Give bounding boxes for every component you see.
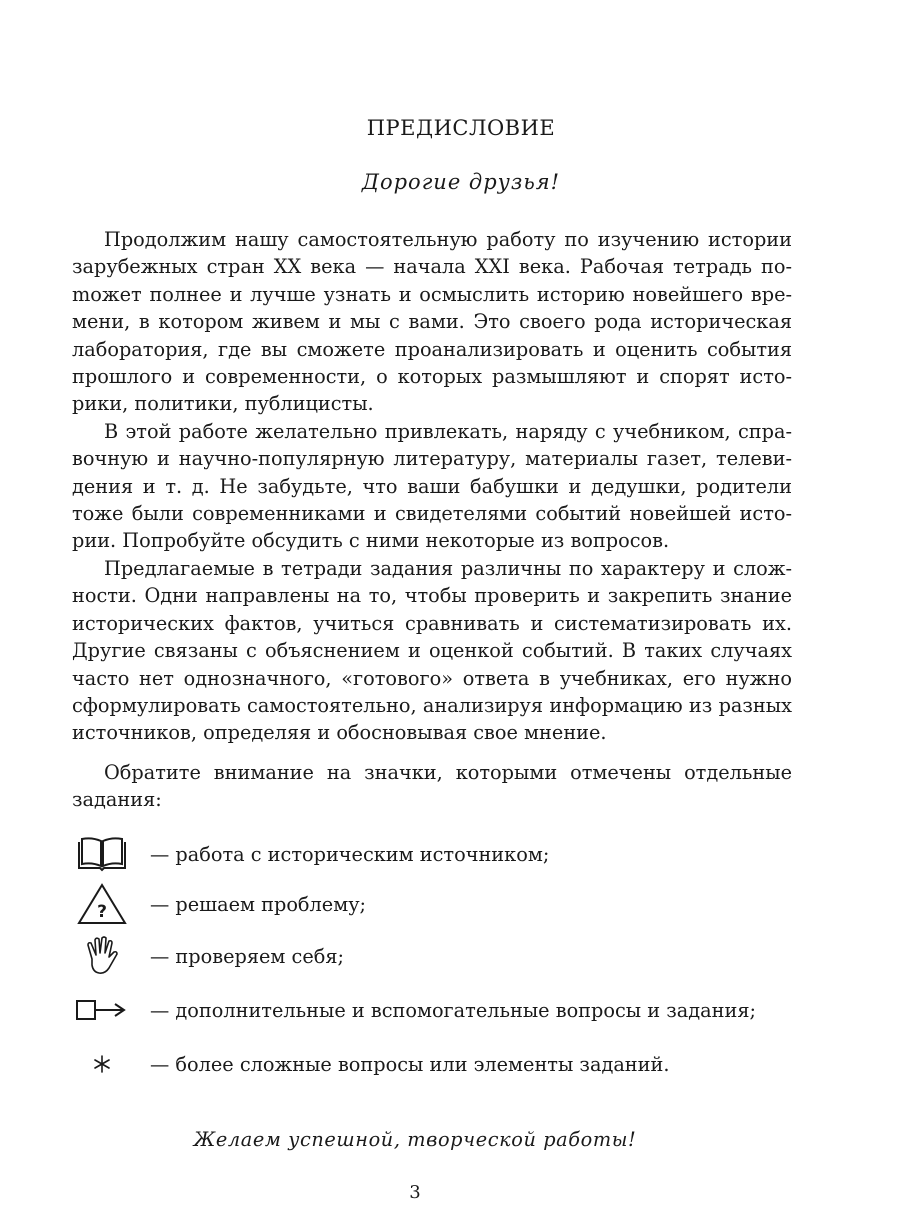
paragraph-3: Предлагаемые в тетради задания различны по характеру и сложности. Одни направлены на то, чтобы проверить и закрепить знание исторических фактов, учиться сравнивать и систематизировать их. Другие связаны с объяснением и оценкой событий. В таких случаях часто нет однозначного, «готового» ответа в учебниках, его нужно сформулировать самостоятельно, анализируя информацию из разных источников, определяя и обосновывая свое мнение. [72,556,792,745]
paragraph-1: Продолжим нашу самостоятельную работу по изучению истории зарубежных стран XX века — начала XXI века. Рабочая тетрадь поmожет полнее и лучше узнать и осмыслить историю новейшего времени, в котором живем и мы с вами. Это своего рода историческая лаборатория, где вы сможете проанализировать и оценить события прошлого и современности, о которых размышляют и спорят историки, политики, публицисты. [72,228,792,416]
body-text [72,226,792,814]
closing-wish: Желаем успешной, творческой работы! [193,1128,637,1151]
book-icon [72,832,132,876]
paragraph-2: В этой работе желательно привлекать, наряду с учебником, справочную и научно-популярную литературу, материалы газет, телевидения и т. д. Не забудьте, что ваши бабушки и дедушки, родители тоже были современниками и свидетелями событий новейшей истории. Попробуйте обсудить с ними некоторые из вопросов. [72,419,792,553]
legend-text-hard: — более сложные вопросы или элементы заданий. [150,1052,670,1076]
hand-icon [72,934,132,978]
page-title: ПРЕДИСЛОВИЕ [366,116,556,140]
legend-item-check [72,934,812,978]
box-arrow-icon [72,988,132,1032]
legend-item-extra [72,988,812,1032]
greeting: Дорогие друзья! [361,170,561,194]
page-number: 3 [409,1182,421,1203]
legend-text-check: — проверяем себя; [150,944,344,968]
legend-item-source [72,832,812,876]
asterisk-icon [72,1042,132,1086]
legend-text-source: — работа с историческим источником; [150,842,550,866]
legend-text-extra: — дополнительные и вспомогательные вопросы и задания; [150,998,756,1022]
svg-text:?: ? [97,902,107,922]
paragraph-4: Обратите внимание на значки, которыми отмечены отдельные задания: [72,760,792,812]
legend-item-problem [72,882,812,926]
question-triangle-icon [72,882,132,926]
legend-item-hard [72,1042,812,1086]
legend-text-problem: — решаем проблему; [150,892,367,916]
